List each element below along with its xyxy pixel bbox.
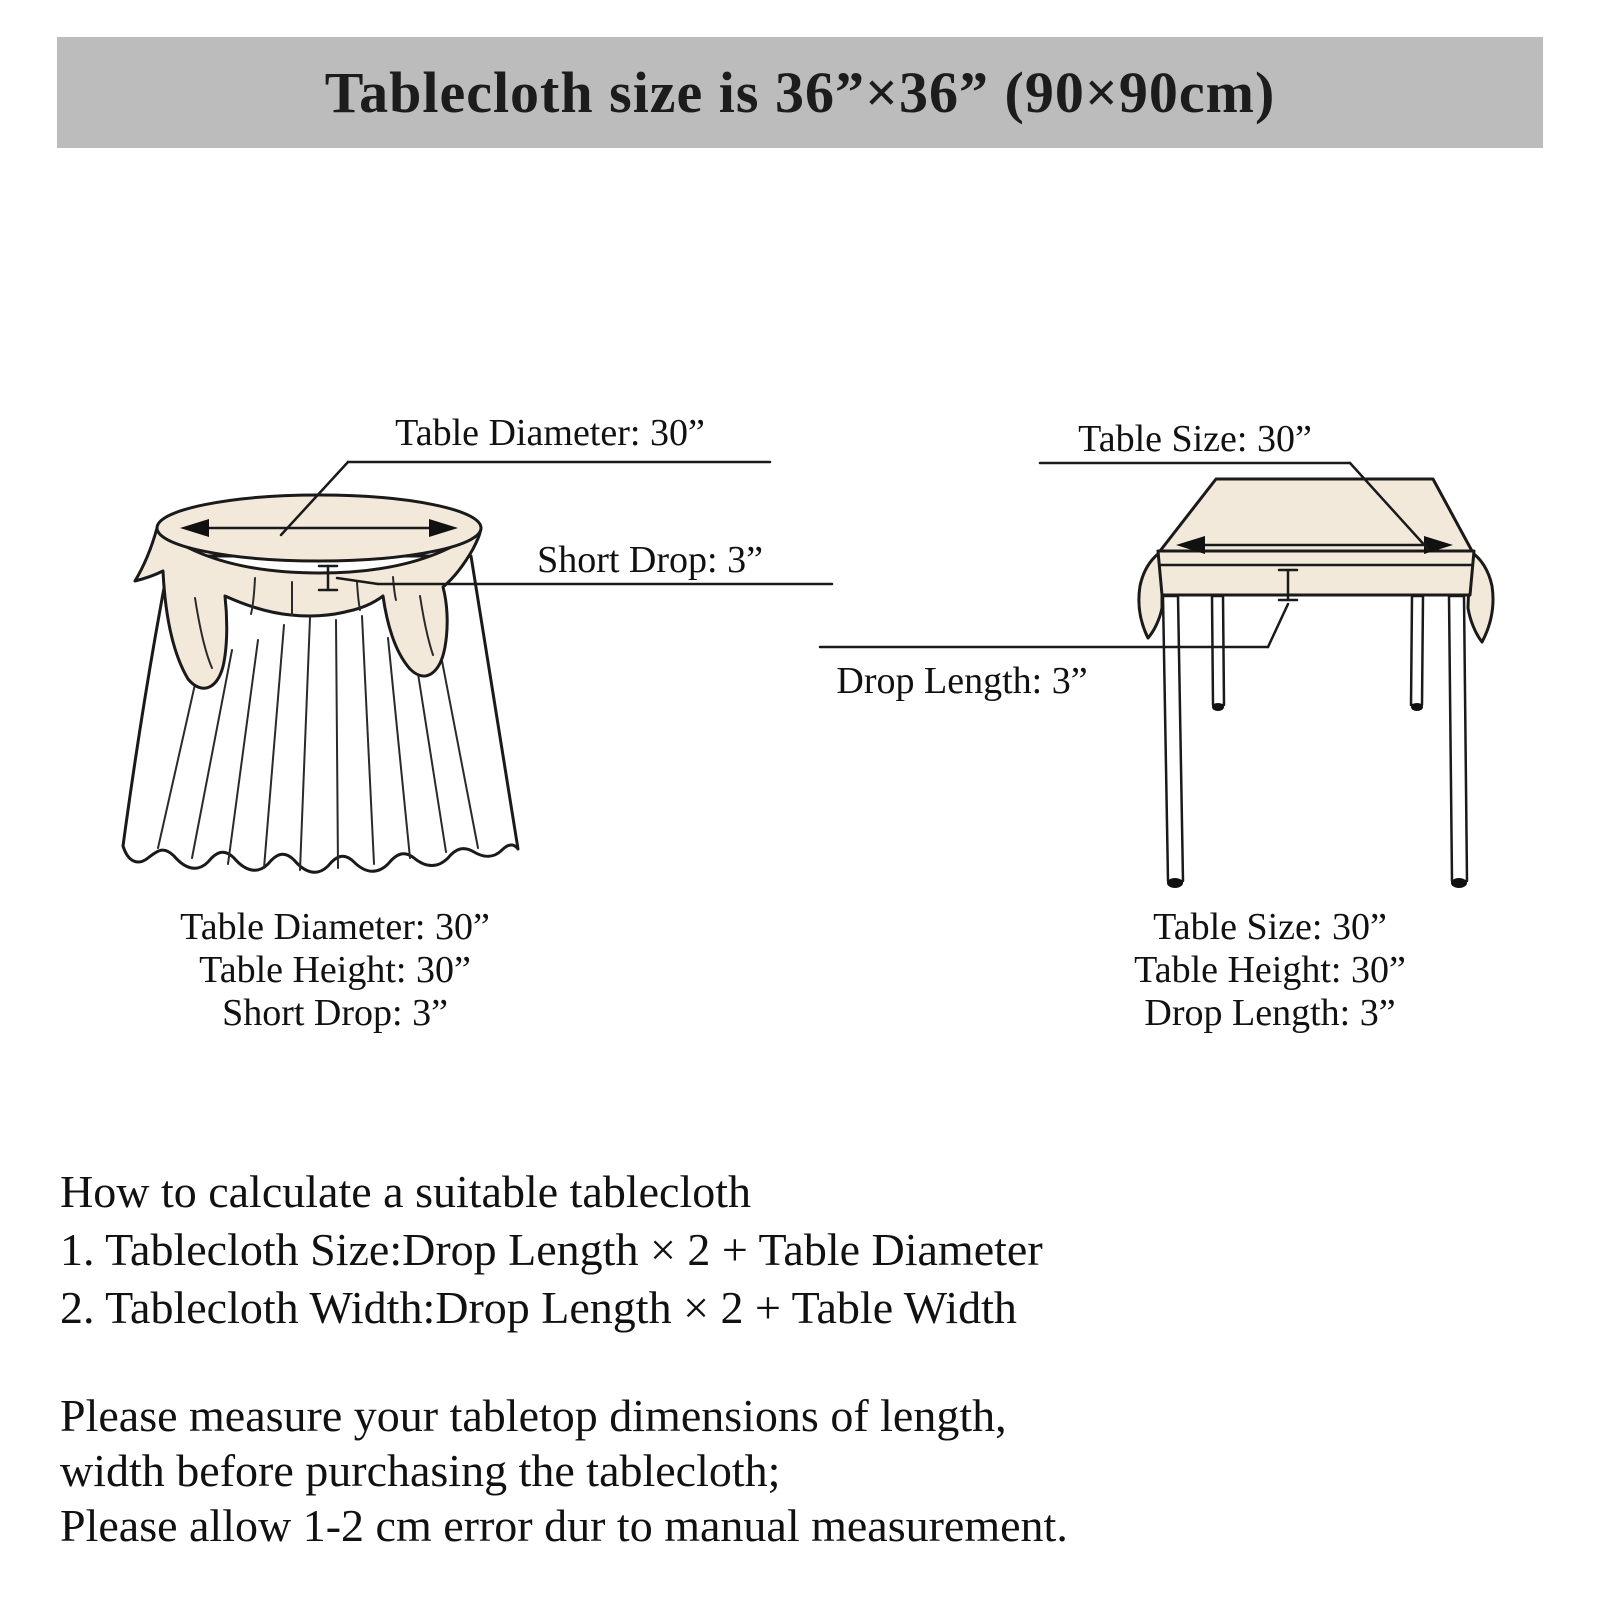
round-table-diagram bbox=[123, 412, 832, 872]
note-line-3: Please allow 1-2 cm error dur to manual measurement. bbox=[60, 1500, 1068, 1551]
leg-foot bbox=[1411, 703, 1423, 711]
table-leg-front-right bbox=[1449, 596, 1467, 881]
table-legs bbox=[1163, 596, 1467, 888]
caption-line: Table Height: 30” bbox=[199, 949, 471, 991]
caption-line: Table Height: 30” bbox=[1134, 949, 1406, 991]
how-to-heading: How to calculate a suitable tablecloth bbox=[60, 1166, 752, 1217]
caption-line: Table Size: 30” bbox=[1153, 906, 1387, 948]
drop-length-label: Drop Length: 3” bbox=[836, 660, 1088, 702]
title-banner bbox=[57, 37, 1543, 148]
table-size-label: Table Size: 30” bbox=[1078, 418, 1312, 460]
note-line-2: width before purchasing the tablecloth; bbox=[60, 1445, 781, 1496]
caption-line: Drop Length: 3” bbox=[1144, 992, 1396, 1034]
round-table-caption bbox=[85, 906, 585, 1035]
how-to-item-2: 2. Tablecloth Width:Drop Length × 2 + Table Width bbox=[60, 1282, 1017, 1333]
note-line-1: Please measure your tabletop dimensions of length, bbox=[60, 1390, 1007, 1441]
leg-foot bbox=[1212, 703, 1224, 711]
rect-table-diagram bbox=[820, 418, 1493, 888]
rect-table-caption bbox=[1015, 906, 1525, 1035]
caption-line: Table Diameter: 30” bbox=[180, 906, 490, 948]
caption-line: Short Drop: 3” bbox=[222, 992, 448, 1034]
table-leg-back-right bbox=[1411, 596, 1423, 705]
page-title: Tablecloth size is 36”×36” (90×90cm) bbox=[324, 60, 1276, 125]
notes-block bbox=[60, 1388, 1068, 1553]
short-drop-label: Short Drop: 3” bbox=[537, 539, 763, 581]
rect-table-cloth-band bbox=[1158, 551, 1474, 595]
table-leg-front-left bbox=[1163, 596, 1183, 881]
leg-foot bbox=[1167, 878, 1183, 888]
table-leg-back-left bbox=[1212, 596, 1224, 705]
table-diameter-label: Table Diameter: 30” bbox=[395, 412, 705, 454]
how-to-block bbox=[60, 1163, 1043, 1337]
drop-length-connector-line bbox=[1268, 604, 1288, 647]
how-to-item-1: 1. Tablecloth Size:Drop Length × 2 + Table Diameter bbox=[60, 1224, 1043, 1275]
leg-foot bbox=[1451, 878, 1467, 888]
